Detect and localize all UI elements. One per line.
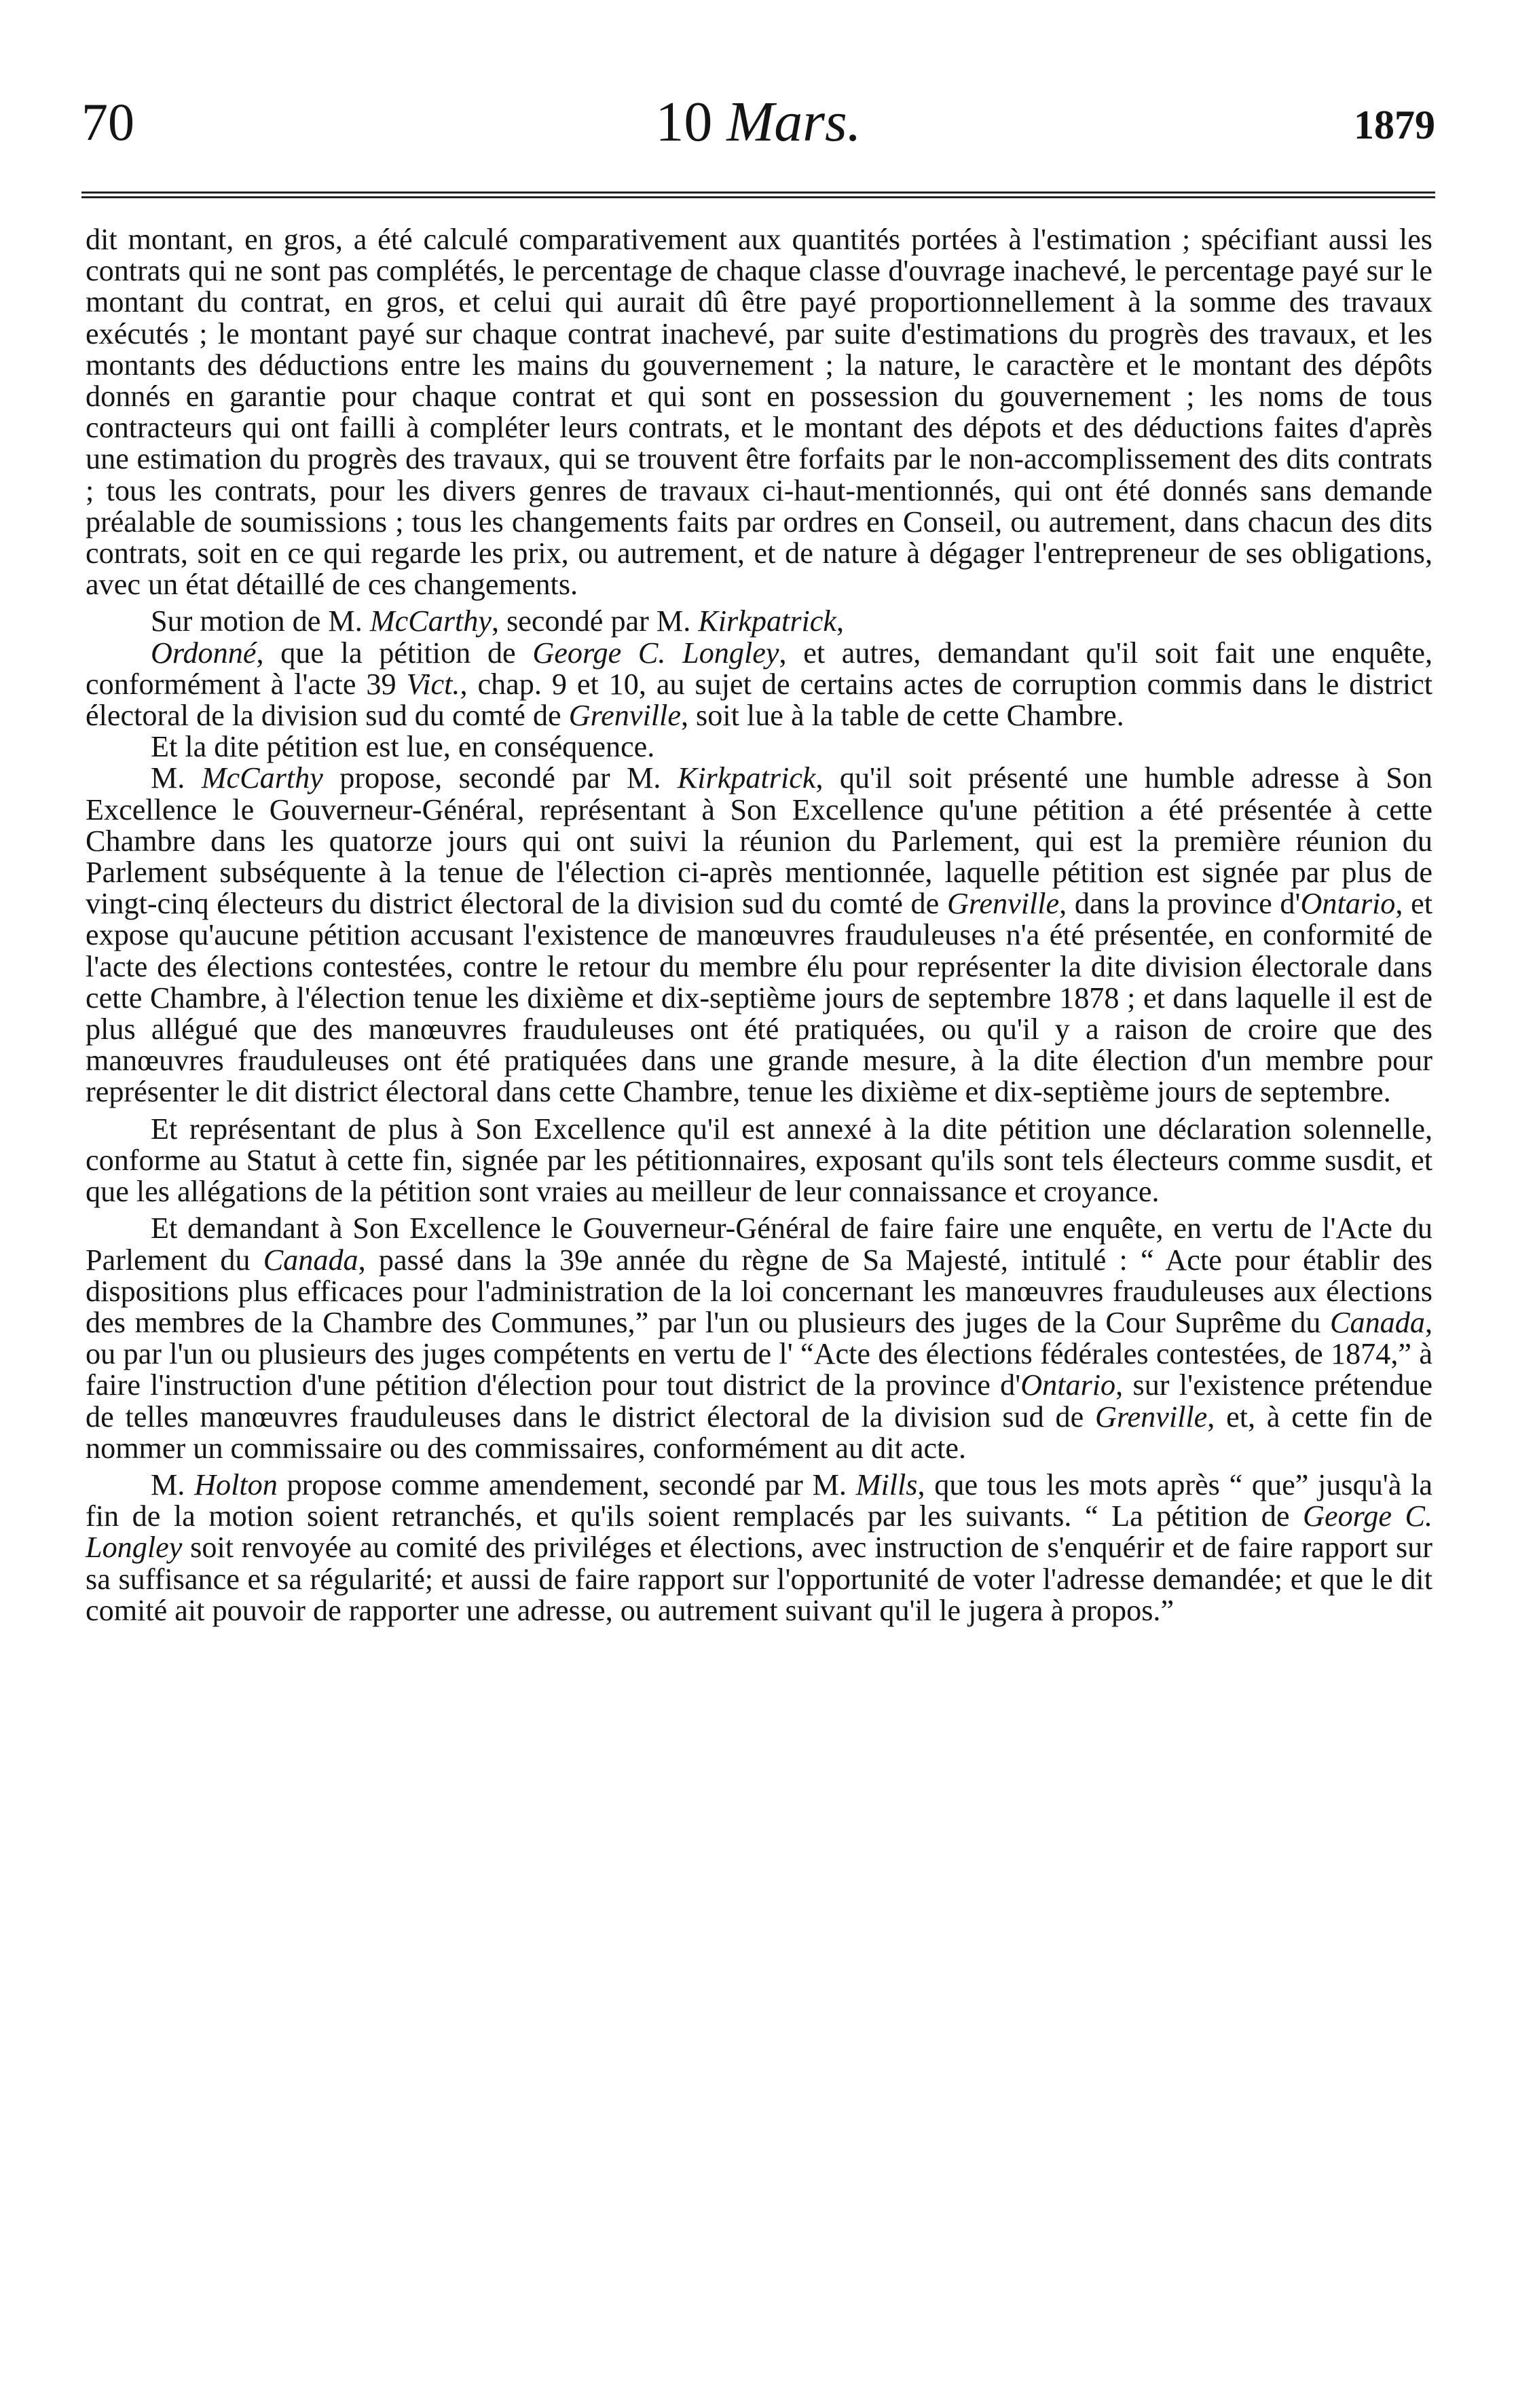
text-segment: , que la pétition de <box>256 636 533 670</box>
text-segment: , et autres, demandant qu'il soit fait une enquête, conformément à l'acte 39 <box>86 636 1432 701</box>
italic-text: McCarthy <box>201 761 323 795</box>
text-segment: , qu'il soit présenté une humble adresse à Son Excellence le Gouverneur-Général, représentant à Son Excellence qu'une pétition a été présentée à cette Chambre dans les quatorze jours qui ont suivi la réunion du Parlement, qui est la première réunion du Parlement subséquente à la tenue de l'élection ci-après mentionnée, laquelle pétition est signée par plus de vingt-cinq électeurs du district électoral de la division sud du comté de <box>86 761 1432 921</box>
italic-text: Ontario <box>1020 1368 1116 1402</box>
page-number: 70 <box>81 92 134 151</box>
paragraph-5 <box>86 763 1432 1108</box>
text-segment: , soit lue à la table de cette Chambre. <box>680 699 1124 733</box>
text-segment: M. <box>151 1467 195 1501</box>
text-segment: dit montant, en gros, a été calculé comparativement aux quantités portées à l'estimation ; spécifiant aussi les contrats qui ne sont pas complétés, le percentage de chaque classe d'ouvrage inachevé, le percentage payé sur le montant du contrat, en gros, et celui qui aurait dû être payé proportionnellement à la somme des travaux exécutés ; le montant payé sur chaque contrat inachevé, par suite d'estimations du progrès des travaux, et les montants des déductions entre les mains du gouvernement ; la nature, le caractère et le montant des dépôts donnés en garantie pour chaque contrat et qui sont en possession du gouvernement ; les noms de tous contracteurs qui ont failli à compléter leurs contrats, et le montant des dépots et des déductions faites d'après une estimation du progrès des travaux, qui se trouvent être forfaits par le non-accomplissement des dits contrats ; tous les contrats, pour les divers genres de travaux ci-haut-mentionnés, qui ont été donnés sans demande préalable de soumissions ; tous les changements faits par ordres en Conseil, ou autrement, dans chacun des dits contrats, soit en ce qui regarde les prix, ou autrement, et de nature à dégager l'entrepreneur de ses obligations, avec un état détaillé de ces changements. <box>86 223 1432 602</box>
page-header <box>81 88 1435 163</box>
text-segment: , secondé par M. <box>492 604 699 638</box>
text-segment: Et représentant de plus à Son Excellence qu'il est annexé à la dite pétition une déclaration solennelle, conforme au Statut à cette fin, signée par les pétitionnaires, exposant qu'ils sont tels électeurs comme susdit, et que les allégations de la pétition sont vraies au meilleur de leur connaissance et croyance. <box>86 1112 1432 1209</box>
text-segment: propose comme amendement, secondé par M. <box>277 1467 856 1501</box>
text-segment: , et, à cette fin de nommer un commissaire ou des commissaires, conformément au dit acte. <box>86 1400 1432 1465</box>
date-month: Mars. <box>726 90 862 153</box>
paragraph-2 <box>86 606 1432 637</box>
paragraph-3 <box>86 638 1432 732</box>
paragraph-1 <box>86 224 1432 600</box>
text-segment: soit renvoyée au comité des priviléges et élections, avec instruction de s'enquérir et de faire rapport sur sa suffisance et sa régularité; et aussi de faire rapport sur l'opportunité de voter l'adresse demandée; et que le dit comité ait pouvoir de rapporter une adresse, ou autrement suivant qu'il le jugera à propos.” <box>86 1531 1432 1627</box>
italic-text: Grenville <box>568 699 681 733</box>
text-segment: , dans la province d' <box>1059 887 1301 921</box>
text-segment: Et demandant à Son Excellence le Gouverneur-Général de faire faire une enquête, en vertu de l'Acte du Parlement du <box>86 1211 1432 1277</box>
italic-text: Canada <box>263 1243 358 1277</box>
text-segment: , et expose qu'aucune pétition accusant l'existence de manœuvres frauduleuses n'a été présentée, en conformité de l'acte des élections contestées, contre le retour du membre élu pour représenter la dite division électorale dans cette Chambre, à l'élection tenue les dixième et dix-septième jours de septembre 1878 ; et dans laquelle il est de plus allégué que des manœuvres frauduleuses ont été pratiquées, ou qu'il y a raison de croire que des manœuvres frauduleuses ont été pratiquées dans une grande mesure, à la dite élection d'un membre pour représenter le dit district électoral dans cette Chambre, tenue les dixième et dix-septième jours de septembre. <box>86 887 1432 1109</box>
text-segment: propose, secondé par M. <box>322 761 678 795</box>
text-segment: , chap. 9 et 10, au sujet de certains actes de corruption commis dans le district électoral de la division sud du comté de <box>86 667 1432 733</box>
paragraph-6 <box>86 1114 1432 1208</box>
italic-text: George C. Longley <box>86 1499 1432 1565</box>
paragraph-8 <box>86 1467 1432 1627</box>
text-segment: , <box>836 604 845 638</box>
text-segment: , ou par l'un ou plusieurs des juges compétents en vertu de l' “Acte des élections fédérales contestées, de 1874,” à faire l'instruction d'une pétition d'élection pour tout district de la province d' <box>86 1305 1432 1402</box>
document-body <box>86 224 1432 1635</box>
italic-text: Ontario <box>1300 887 1396 921</box>
text-segment: , que tous les mots après “ que” jusqu'à la fin de la motion soient retranchés, et qu'ils soient remplacés par les suivants. “ La pétition de <box>86 1467 1432 1533</box>
italic-text: Ordonné <box>151 636 257 670</box>
italic-text: Holton <box>194 1467 278 1501</box>
italic-text: McCarthy <box>369 604 492 638</box>
italic-text: Mills <box>855 1467 918 1501</box>
page-date <box>81 88 1435 156</box>
italic-text: Kirkpatrick <box>677 761 816 795</box>
italic-text: Vict. <box>406 667 460 701</box>
text-segment: M. <box>151 761 202 795</box>
italic-text: Grenville <box>1095 1400 1208 1434</box>
paragraph-4 <box>86 731 1432 763</box>
date-day: 10 <box>655 90 713 153</box>
text-segment: Sur motion de M. <box>151 604 370 638</box>
italic-text: Kirkpatrick <box>698 604 837 638</box>
header-rule <box>81 191 1435 198</box>
paragraph-7 <box>86 1213 1432 1464</box>
text-segment: Et la dite pétition est lue, en conséquence. <box>151 730 655 764</box>
page-year: 1879 <box>1354 103 1435 147</box>
italic-text: George C. Longley <box>532 636 779 670</box>
text-segment: , passé dans la 39e année du règne de Sa Majesté, intitulé : “ Acte pour établir des dispositions plus efficaces pour l'administration de la loi concernant les manœuvres frauduleuses aux élections des membres de la Chambre des Communes,” par l'un ou plusieurs des juges de la Cour Suprême du <box>86 1243 1432 1339</box>
text-segment: , sur l'existence prétendue de telles manœuvres frauduleuses dans le district électoral de la division sud de <box>86 1368 1432 1434</box>
italic-text: Canada <box>1330 1305 1425 1339</box>
italic-text: Grenville <box>946 887 1060 921</box>
